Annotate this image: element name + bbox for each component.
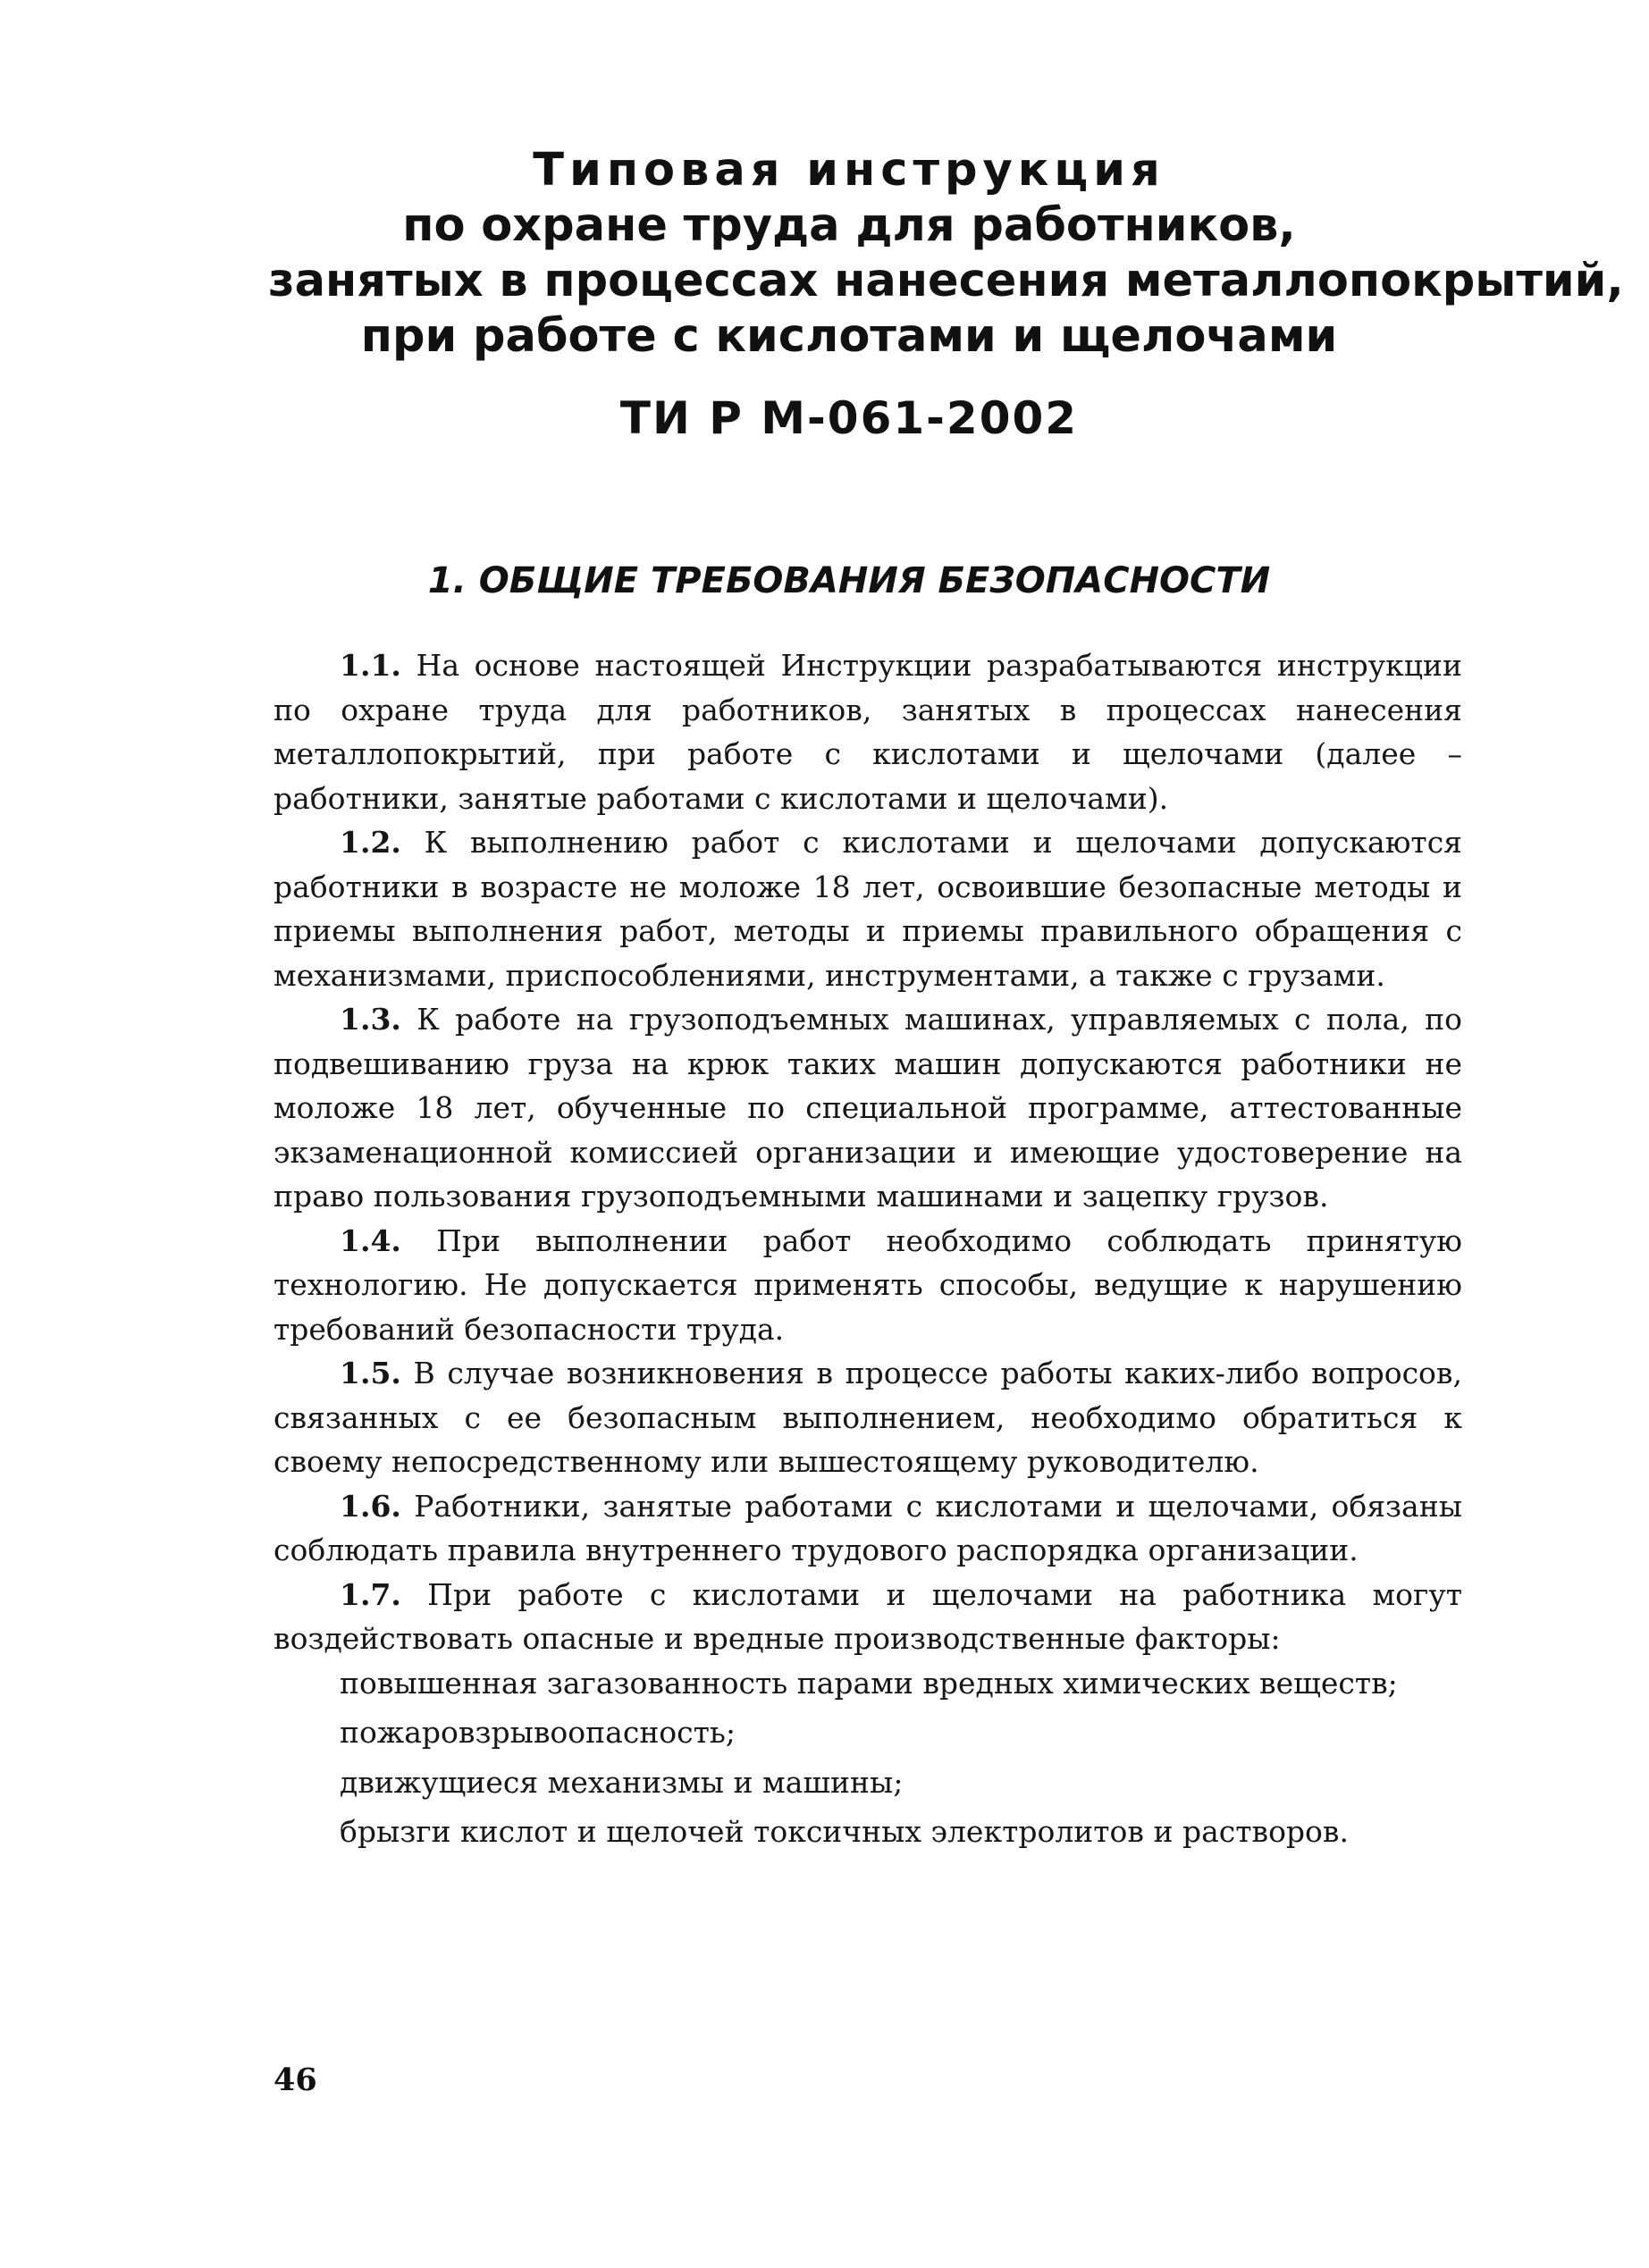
paragraph-number: 1.1.	[340, 648, 401, 683]
paragraph-number: 1.6.	[340, 1488, 401, 1524]
paragraph-1-2	[273, 820, 1462, 997]
paragraph-1-4	[273, 1219, 1462, 1352]
title-line-4: при работе с кислотами и щелочами	[360, 310, 1338, 363]
paragraph-number: 1.4.	[340, 1222, 401, 1258]
document-title	[268, 143, 1624, 445]
paragraph-1-1	[273, 643, 1462, 820]
paragraph-number: 1.3.	[340, 1002, 401, 1037]
paragraph-text: К работе на грузоподъемных машинах, управляемых с пола, по подвешиванию груза на крюк таких машин допускаются работники не моложе 18 лет, обученные по специальной программе, аттестованные экзаменационной комиссией организации и имеющие удостоверение на право пользования грузоподъемными машинами и зацепку грузов.	[273, 1002, 1462, 1214]
paragraph-1-6	[273, 1484, 1462, 1573]
paragraph-text: На основе настоящей Инструкции разрабатываются инструкции по охране труда для работников, занятых в процессах нанесения металлопокрытий, при работе с кислотами и щелочами (далее – работники, занятые работами с кислотами и щелочами).	[273, 648, 1462, 816]
paragraph-1-7	[273, 1573, 1462, 1661]
factor-item: пожаровзрывоопасность;	[340, 1715, 736, 1750]
section-heading: 1. ОБЩИЕ ТРЕБОВАНИЯ БЕЗОПАСНОСТИ	[427, 560, 1271, 601]
factor-item: повышенная загазованность парами вредных химических веществ;	[340, 1665, 1398, 1701]
body-text	[273, 643, 1462, 1854]
title-line-1: Типовая инструкция	[533, 144, 1165, 197]
paragraph-number: 1.7.	[340, 1576, 401, 1612]
paragraph-text: При работе с кислотами и щелочами на работника могут воздействовать опасные и вредные производственные факторы:	[273, 1576, 1462, 1656]
paragraph-1-5	[273, 1351, 1462, 1484]
paragraph-1-3	[273, 997, 1462, 1219]
page-number: 46	[273, 2062, 317, 2098]
document-code: ТИ Р М-061-2002	[619, 392, 1079, 444]
paragraph-text: Работники, занятые работами с кислотами и щелочами, обязаны соблюдать правила внутреннего трудового распорядка организации.	[273, 1488, 1462, 1567]
title-line-3: занятых в процессах нанесения металлопокрытий,	[268, 255, 1624, 307]
paragraph-text: В случае возникновения в процессе работы каких-либо вопросов, связанных с ее безопасным выполнением, необходимо обратиться к своему непосредственному или вышестоящему руководителю.	[273, 1356, 1462, 1479]
paragraph-text: При выполнении работ необходимо соблюдать принятую технологию. Не допускается применять способы, ведущие к нарушению требований безопасности труда.	[273, 1222, 1462, 1347]
paragraph-number: 1.2.	[340, 825, 401, 860]
paragraph-text: К выполнению работ с кислотами и щелочами допускаются работники в возрасте не моложе 18 лет, освоившие безопасные методы и приемы выполнения работ, методы и приемы правильного обращения с механизмами, приспособлениями, инструментами, а также с грузами.	[273, 825, 1462, 993]
factor-item: движущиеся механизмы и машины;	[340, 1764, 904, 1800]
title-line-2: по охране труда для работников,	[402, 199, 1296, 252]
factor-item: брызги кислот и щелочей токсичных электролитов и растворов.	[340, 1814, 1349, 1849]
paragraph-number: 1.5.	[340, 1356, 401, 1390]
